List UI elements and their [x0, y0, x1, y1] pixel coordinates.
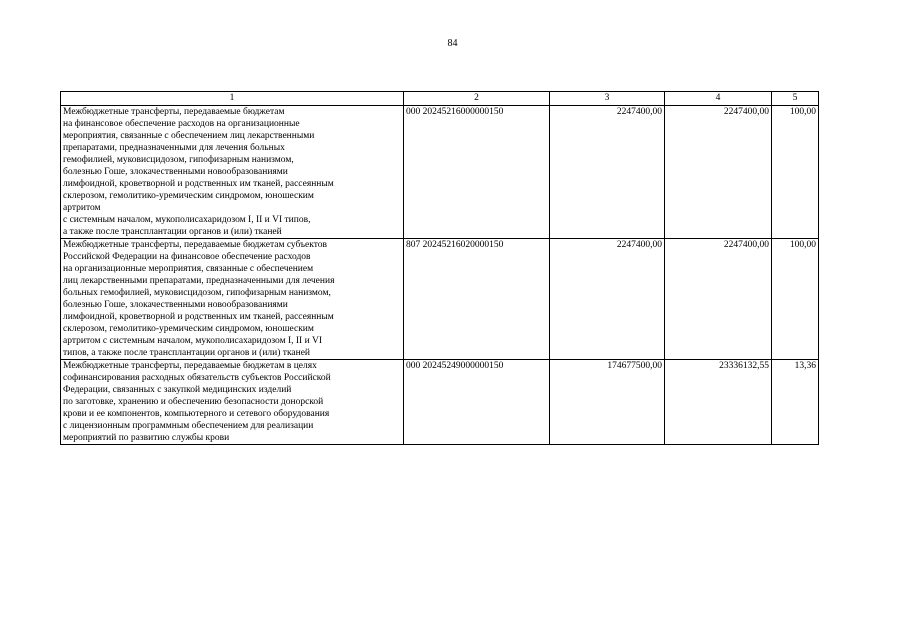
amount-column-3: 2247400,00: [550, 106, 665, 239]
column-header-1: 1: [61, 92, 404, 106]
description-line: артритом с системным началом, мукополисахаридозом I, II и VI: [63, 336, 323, 346]
column-header-5: 5: [772, 92, 819, 106]
row-description: [61, 239, 404, 360]
row-description: [61, 106, 404, 239]
description-line: Федерации, связанных с закупкой медицинских изделий: [63, 385, 292, 395]
description-line: софинансирования расходных обязательств субъектов Российской: [63, 373, 331, 383]
description-line: склерозом, гемолитико-уремическим синдромом, юношеским: [63, 191, 314, 201]
description-line: мероприятий по развитию службы крови: [63, 433, 230, 443]
description-line: лимфоидной, кроветворной и родственных им тканей, рассеянным: [63, 312, 334, 322]
budget-code: 000 20245216000000150: [404, 106, 550, 239]
amount-column-4: 2247400,00: [665, 106, 772, 239]
description-line: больных гемофилией, муковисцидозом, гипофизарным нанизмом,: [63, 288, 331, 298]
description-line: лиц лекарственными препаратами, предназначенными для лечения: [63, 276, 335, 286]
header-row: [61, 92, 819, 106]
amount-column-4: 2247400,00: [665, 239, 772, 360]
budget-table: [60, 91, 819, 445]
description-line: мероприятия, связанные с обеспечением лиц лекарственными: [63, 131, 315, 141]
table-row: [61, 106, 819, 239]
description-line: артритом: [63, 203, 101, 213]
description-line: гемофилией, муковисцидозом, гипофизарным нанизмом,: [63, 155, 294, 165]
description-line: лимфоидной, кроветворной и родственных им тканей, рассеянным: [63, 179, 334, 189]
row-description: [61, 360, 404, 445]
percent-value: 100,00: [772, 106, 819, 239]
column-header-2: 2: [404, 92, 550, 106]
page-number: 84: [447, 38, 458, 49]
description-line: с системным началом, мукополисахаридозом I, II и VI типов,: [63, 215, 311, 225]
description-line: на финансовое обеспечение расходов на организационные: [63, 119, 300, 129]
percent-value: 100,00: [772, 239, 819, 360]
amount-column-3: 2247400,00: [550, 239, 665, 360]
column-header-3: 3: [550, 92, 665, 106]
table-row: [61, 360, 819, 445]
description-line: болезнью Гоше, злокачественными новообразованиями: [63, 300, 288, 310]
amount-column-3: 174677500,00: [550, 360, 665, 445]
description-line: на организационные мероприятия, связанные с обеспечением: [63, 264, 314, 274]
description-line: с лицензионным программным обеспечением для реализации: [63, 421, 314, 431]
budget-code: 807 20245216020000150: [404, 239, 550, 360]
table-row: [61, 239, 819, 360]
budget-code: 000 20245249000000150: [404, 360, 550, 445]
percent-value: 13,36: [772, 360, 819, 445]
description-line: болезнью Гоше, злокачественными новообразованиями: [63, 167, 288, 177]
description-line: Межбюджетные трансферты, передаваемые бюджетам: [63, 107, 285, 117]
column-header-4: 4: [665, 92, 772, 106]
description-line: Российской Федерации на финансовое обеспечение расходов: [63, 252, 311, 262]
description-line: а также после трансплантации органов и (или) тканей: [63, 227, 282, 237]
description-line: Межбюджетные трансферты, передаваемые бюджетам субъектов: [63, 240, 328, 250]
description-line: крови и ее компонентов, компьютерного и сетевого оборудования: [63, 409, 330, 419]
description-line: типов, а также после трансплантации органов и (или) тканей: [63, 348, 311, 358]
amount-column-4: 23336132,55: [665, 360, 772, 445]
description-line: по заготовке, хранению и обеспечению безопасности донорской: [63, 397, 324, 407]
description-line: склерозом, гемолитико-уремическим синдромом, юношеским: [63, 324, 314, 334]
description-line: препаратами, предназначенными для лечения больных: [63, 143, 285, 153]
description-line: Межбюджетные трансферты, передаваемые бюджетам в целях: [63, 361, 317, 371]
